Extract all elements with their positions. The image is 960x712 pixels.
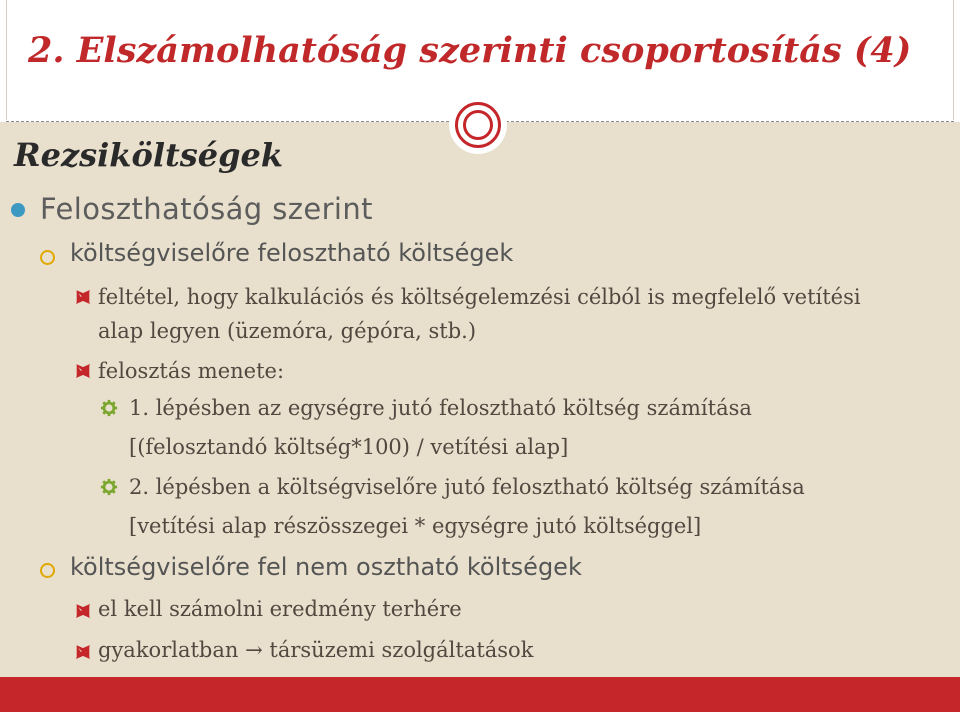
frame-line-left (6, 0, 7, 120)
group1-item2-text: felosztás menete: (98, 359, 285, 383)
step2-line1: 2. lépésben a költségviselőre jutó felosztható költség számítása (129, 475, 805, 499)
star-icon (74, 602, 92, 620)
group1-label: költségviselőre felosztható költségek (70, 239, 514, 267)
group2-item1-text: el kell számolni eredmény terhére (98, 597, 462, 621)
frame-line-right (953, 0, 954, 120)
star-icon (74, 643, 92, 661)
level1-text: Feloszthatóság szerint (40, 192, 373, 226)
slide-title: 2. Elszámolhatóság szerinti csoportosítás (4) (28, 30, 912, 71)
decorative-ring-inner-icon (463, 110, 493, 140)
group2-label: költségviselőre fel nem osztható költségek (70, 553, 582, 581)
footer-bar (0, 677, 960, 712)
group2-item2-before: gyakorlatban (98, 638, 239, 662)
gear-icon (100, 399, 118, 417)
arrow-icon: → (245, 638, 263, 662)
gear-icon (100, 478, 118, 496)
filled-circle-icon (11, 203, 25, 217)
group1-item1-line1: feltétel, hogy kalkulációs és költségelemzési célból is megfelelő vetítési (98, 285, 861, 309)
group2-item2-text (98, 638, 533, 662)
star-icon (74, 288, 92, 306)
step1-line2: [(felosztandó költség*100) / vetítési alap] (129, 435, 569, 459)
step1-line1: 1. lépésben az egységre jutó felosztható költség számítása (129, 396, 752, 420)
star-icon (74, 362, 92, 380)
ring-icon (40, 250, 55, 265)
group2-item2-after: társüzemi szolgáltatások (269, 638, 534, 662)
section-heading: Rezsiköltségek (14, 136, 284, 174)
step2-line2: [vetítési alap részösszegei * egységre jutó költséggel] (129, 514, 702, 538)
ring-icon (40, 563, 55, 578)
group1-item1-line2: alap legyen (üzemóra, gépóra, stb.) (98, 319, 477, 343)
